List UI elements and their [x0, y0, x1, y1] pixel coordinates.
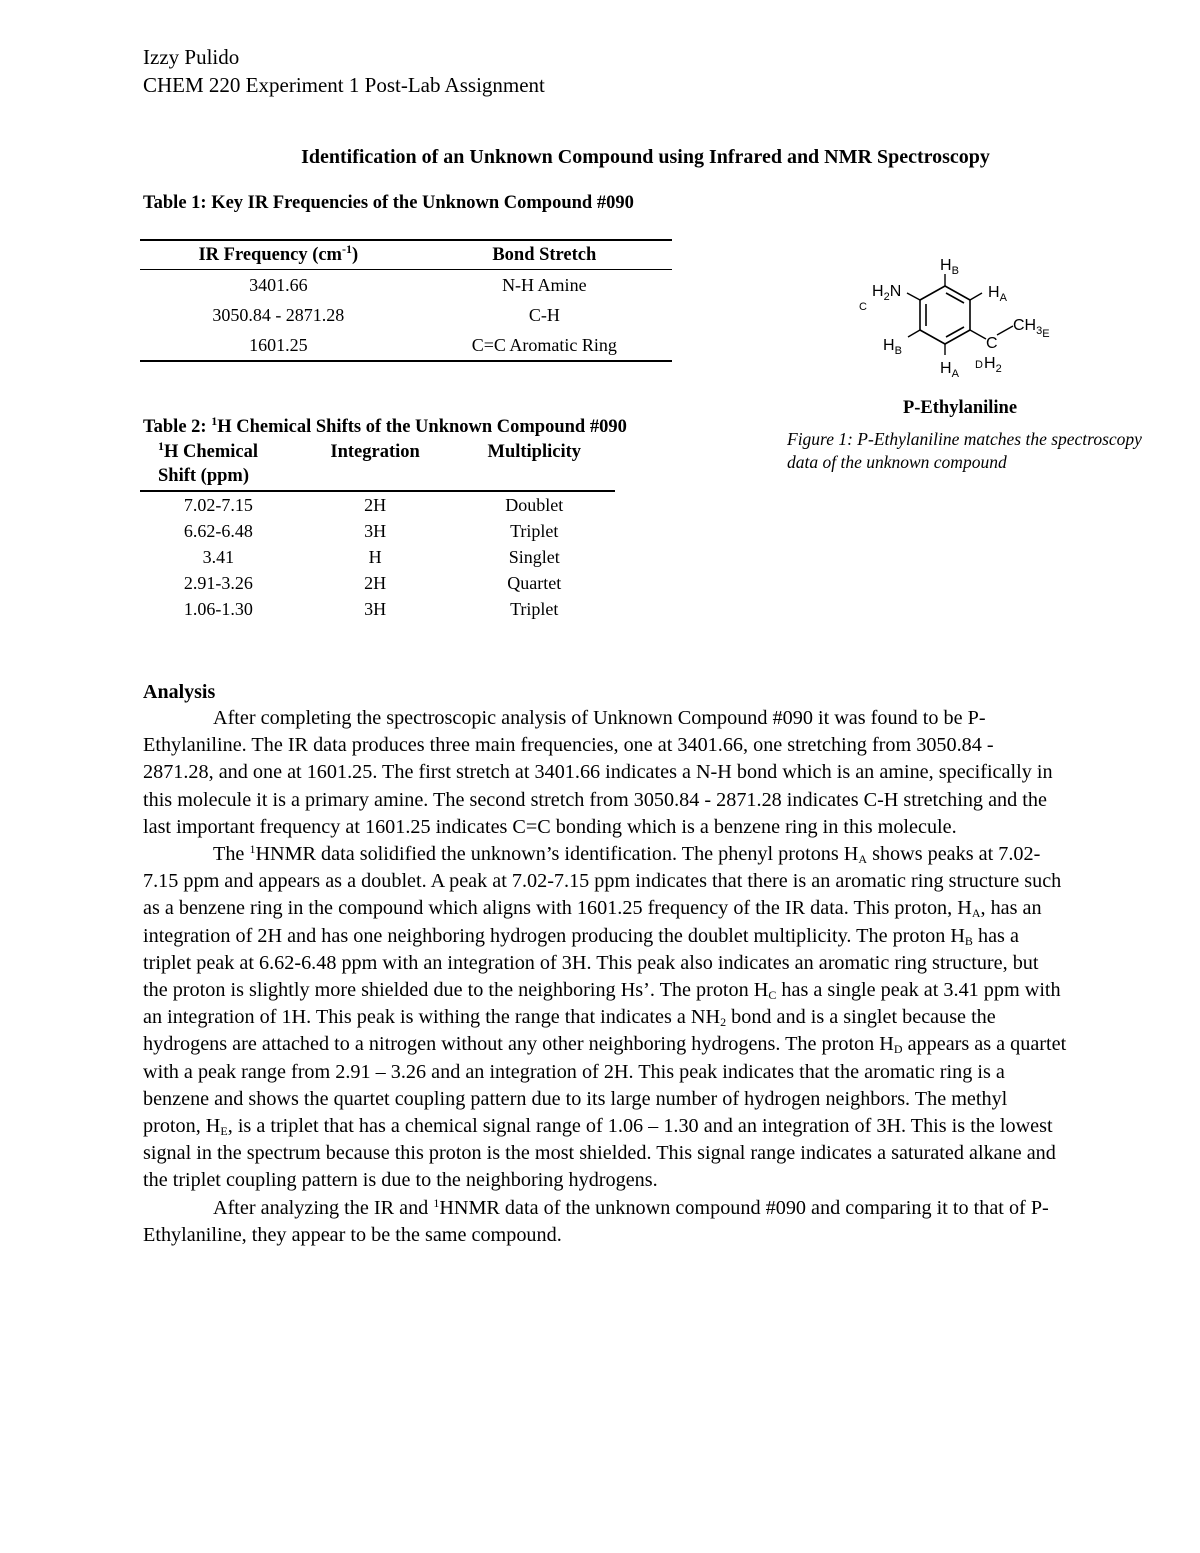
chemical-shift-header: $^1$H Chemical Shift (ppm): [140, 440, 297, 491]
ir-frequency-cell: 3401.66: [249, 275, 308, 295]
bond-stretch-cell: C-H: [528, 305, 560, 325]
ring-bond: [920, 330, 945, 344]
analysis-heading: Analysis: [143, 681, 216, 703]
table-row: [140, 270, 672, 301]
table1-caption: Table 1: Key IR Frequencies of the Unknown Compound #090: [143, 193, 634, 213]
figure-caption: Figure 1: P-Ethylaniline matches the spectroscopy data of the unknown compound: [787, 429, 1142, 472]
ring-bond: [920, 286, 945, 300]
shift-cell: 2.91-3.26: [183, 573, 253, 593]
atom-label-ch3: $CH_3E$: [1013, 317, 1050, 340]
multiplicity-cell: Doublet: [505, 495, 564, 515]
atom-label-ch2-carbon: C: [986, 335, 998, 352]
shift-cell: 7.02-7.15: [183, 495, 253, 515]
atom-label-ha-right: $H_A$: [988, 284, 1007, 304]
ring-bond: [945, 330, 970, 344]
ethylaniline-structure-diagram: [845, 248, 1075, 388]
ir-frequency-header: IR Frequency $(cm^{-1})$: [140, 240, 417, 270]
atom-label-ha-bottom: $H_A$: [940, 360, 959, 380]
table2-caption: Table 2: $^1$H Chemical Shifts of the Unknown Compound #090: [143, 414, 627, 437]
table-row: [140, 544, 615, 570]
integration-cell: H: [368, 547, 382, 567]
bond-ethyl-ch3: [997, 326, 1013, 335]
bond-stretch-cell: C=C Aromatic Ring: [471, 335, 617, 355]
figure-compound-name: P-Ethylaniline: [902, 398, 1018, 418]
ir-frequency-table: [140, 239, 672, 362]
table-row: [140, 596, 615, 622]
atom-label-hb-top: $H_B$: [940, 257, 959, 277]
integration-cell: 2H: [364, 495, 387, 515]
nmr-shift-table: [140, 440, 615, 622]
analysis-paragraph-2: The $^1$HNMR data solidified the unknown’s identification. The phenyl protons $H_A$ shows peaks at 7.02-7.15 ppm and appears as a doublet. A peak at 7.02-7.15 ppm indicates that there is an aromatic ring structure such as a benzene ring in the compound which aligns with 1601.25 frequency of the IR data. This proton, $H_A$, has an integration of 2H and has one neighboring hydrogen producing the doublet multiplicity. The proton $H_B$ has a triplet peak at 6.62-6.48 ppm with an integration of 3H. This peak also indicates an aromatic ring structure, but the proton is slightly more shielded due to the neighboring Hs’. The proton $H_C$ has a single peak at 3.41 ppm with an integration of 1H. This peak is withing the range that indicates a $NH_2$ bond and is a singlet because the hydrogens are attached to a nitrogen without any other neighboring hydrogens. The proton $H_D$ appears as a quartet with a peak range from 2.91 – 3.26 and an integration of 2H. This peak indicates that the aromatic ring is a benzene and shows the quartet coupling pattern due to its large number of hydrogen neighbors. The methyl proton, $H_E$, is a triplet that has a chemical signal range of 1.06 – 1.30 and an integration of 3H. This is the lowest signal in the spectrum because this proton is the most shielded. This signal range indicates a saturated alkane and the triplet coupling pattern is due to the neighboring hydrogens.: [143, 842, 1067, 1192]
analysis-body: [143, 705, 1068, 1249]
ir-frequency-cell: 1601.25: [249, 335, 308, 355]
ring-bond: [945, 286, 970, 300]
table-row: [140, 330, 672, 361]
bond-nh2: [907, 293, 920, 300]
proton-tag-d: D: [975, 359, 983, 371]
benzene-ring: [920, 286, 970, 344]
bond-stretch-header: Bond Stretch: [417, 240, 672, 270]
shift-cell: 3.41: [202, 547, 235, 567]
bond-ethyl-ch2: [970, 330, 986, 339]
table-row: [140, 300, 672, 330]
shift-cell: 1.06-1.30: [183, 599, 253, 619]
table-header-row: [140, 440, 615, 491]
multiplicity-cell: Triplet: [510, 599, 559, 619]
integration-cell: 3H: [364, 521, 387, 541]
atom-label-nh2: $H_2N$: [872, 283, 902, 303]
bond-ha-right: [970, 293, 982, 300]
integration-cell: 3H: [364, 599, 387, 619]
bond-hb-left: [908, 330, 920, 337]
table-row: [140, 570, 615, 596]
analysis-paragraph-1: After completing the spectroscopic analysis of Unknown Compound #090 it was found to be P-Ethylaniline. The IR data produces three main frequencies, one at 3401.66, one stretching from 3050.84 - 2871.28, and one at 1601.25. The first stretch at 3401.66 indicates a N-H bond which is an amine, specifically in this molecule it is a primary amine. The second stretch from 3050.84 - 2871.28 indicates C-H stretching and the last important frequency at 1601.25 indicates C=C bonding which is a benzene ring in this molecule.: [143, 707, 1053, 838]
atom-label-ch2-h: $H_2$: [984, 355, 1002, 375]
table-row: [140, 491, 615, 518]
proton-tag-c: C: [859, 301, 867, 313]
shift-cell: 6.62-6.48: [183, 521, 253, 541]
ir-frequency-cell: 3050.84 - 2871.28: [212, 305, 345, 325]
author-name: Izzy Pulido: [143, 45, 240, 69]
multiplicity-header: Multiplicity: [454, 440, 616, 491]
multiplicity-cell: Quartet: [507, 573, 562, 593]
table-header-row: [140, 240, 672, 270]
integration-header: Integration: [297, 440, 454, 491]
document-title: Identification of an Unknown Compound using Infrared and NMR Spectroscopy: [301, 146, 990, 168]
bond-stretch-cell: N-H Amine: [502, 275, 587, 295]
course-line: CHEM 220 Experiment 1 Post-Lab Assignment: [143, 73, 545, 97]
integration-cell: 2H: [364, 573, 387, 593]
atom-label-hb-left: $H_B$: [883, 337, 902, 357]
analysis-paragraph-3: After analyzing the IR and $^1$HNMR data of the unknown compound #090 and comparing it to that of P-Ethylaniline, they appear to be the same compound.: [143, 1195, 1049, 1246]
multiplicity-cell: Singlet: [508, 547, 560, 567]
structure-labels: [859, 257, 1050, 380]
multiplicity-cell: Triplet: [510, 521, 559, 541]
table-row: [140, 518, 615, 544]
